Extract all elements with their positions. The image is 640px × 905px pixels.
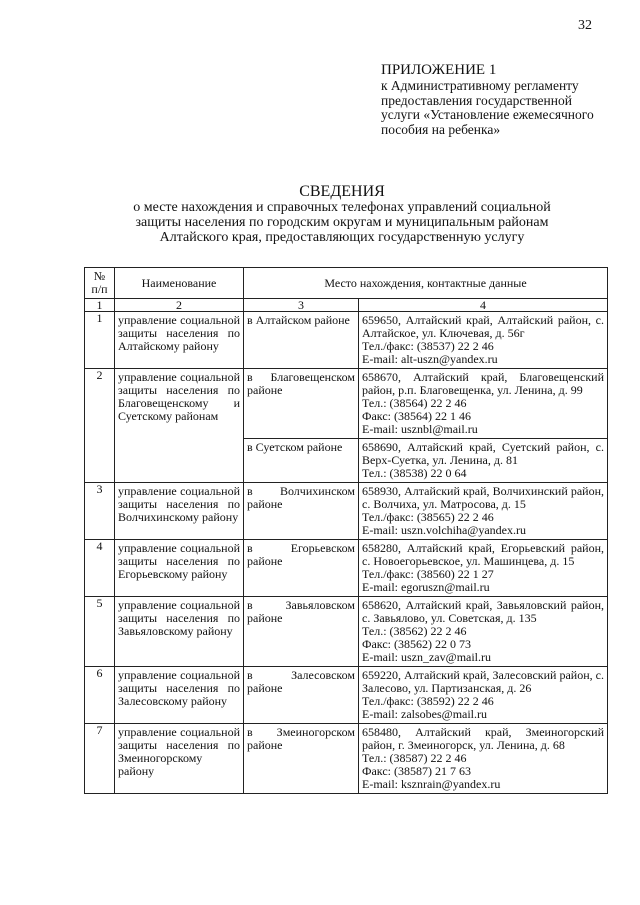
office-name: управление социальной защиты населения по Волчихинскому району (115, 483, 244, 540)
row-number: 6 (85, 667, 115, 724)
table-row (85, 369, 608, 439)
table-row (85, 483, 608, 540)
office-contact: 658280, Алтайский край, Егорьевский район, с. Новоегорьевское, ул. Машинцева, д. 15 Тел./факс: (38560) 22 1 27 E-mail: egoruszn@mail.ru (359, 540, 608, 597)
office-district: в Суетском районе (244, 439, 359, 483)
row-number: 7 (85, 724, 115, 794)
office-contact: 658620, Алтайский край, Завьяловский район, с. Завьялово, ул. Советская, д. 135 Тел.: (38562) 22 2 46 Факс: (38562) 22 0 73 E-mail: uszn_zav@mail.ru (359, 597, 608, 667)
row-number: 3 (85, 483, 115, 540)
appendix-title: ПРИЛОЖЕНИЕ 1 (381, 62, 497, 78)
office-contact: 658480, Алтайский край, Змеиногорский район, г. Змеиногорск, ул. Ленина, д. 68 Тел.: (38587) 22 2 46 Факс: (38587) 21 7 63 E-mail: ksznrain@yandex.ru (359, 724, 608, 794)
office-name: управление социальной защиты населения по Егорьевскому району (115, 540, 244, 597)
page-number: 32 (578, 18, 592, 33)
table-row (85, 312, 608, 369)
column-number: 4 (359, 299, 608, 312)
appendix-block (381, 62, 605, 137)
office-name: управление социальной защиты населения по Залесовскому району (115, 667, 244, 724)
office-district: в Змеиногорском районе (244, 724, 359, 794)
office-name: управление социальной защиты населения по Змеиногорскому району (115, 724, 244, 794)
appendix-text: к Административному регламенту предоставления государственной услуги «Установление ежемесячного пособия на ребенка» (381, 78, 594, 137)
office-district: в Залесовском районе (244, 667, 359, 724)
office-contact: 659650, Алтайский край, Алтайский район, с. Алтайское, ул. Ключевая, д. 56г Тел./факс: (38537) 22 2 46 E-mail: alt-uszn@yandex.ru (359, 312, 608, 369)
office-contact: 658690, Алтайский край, Суетский район, с. Верх-Суетка, ул. Ленина, д. 81 Тел.: (38538) 22 0 64 (359, 439, 608, 483)
offices-table (84, 267, 608, 794)
header-name: Наименование (115, 268, 244, 299)
column-number-row (85, 299, 608, 312)
column-number: 1 (85, 299, 115, 312)
office-contact: 658670, Алтайский край, Благовещенский район, р.п. Благовещенка, ул. Ленина, д. 99 Тел.: (38564) 22 2 46 Факс: (38564) 22 1 46 E-mail: usznbl@mail.ru (359, 369, 608, 439)
row-number: 1 (85, 312, 115, 369)
column-number: 3 (244, 299, 359, 312)
office-name: управление социальной защиты населения по Благовещенскому и Суетскому районам (115, 369, 244, 483)
table-row (85, 597, 608, 667)
header-number: № п/п (85, 268, 115, 299)
row-number: 5 (85, 597, 115, 667)
row-number: 4 (85, 540, 115, 597)
heading-block (112, 183, 572, 245)
office-district: в Волчихинском районе (244, 483, 359, 540)
office-district: в Егорьевском районе (244, 540, 359, 597)
office-contact: 659220, Алтайский край, Залесовский район, с. Залесово, ул. Партизанская, д. 26 Тел./факс: (38592) 22 2 46 E-mail: zalsobes@mail.ru (359, 667, 608, 724)
office-district: в Завьяловском районе (244, 597, 359, 667)
header-location: Место нахождения, контактные данные (244, 268, 608, 299)
table-body (85, 312, 608, 794)
row-number: 2 (85, 369, 115, 483)
document-subtitle: о месте нахождения и справочных телефонах управлений социальной защиты населения по городским округам и муниципальным районам Алтайского края, предоставляющих государственную услугу (133, 200, 551, 245)
table-row (85, 540, 608, 597)
office-district: в Алтайском районе (244, 312, 359, 369)
office-contact: 658930, Алтайский край, Волчихинский район, с. Волчиха, ул. Матросова, д. 15 Тел./факс: (38565) 22 2 46 E-mail: uszn.volchiha@yandex.ru (359, 483, 608, 540)
document-title: СВЕДЕНИЯ (299, 183, 385, 200)
table-row (85, 667, 608, 724)
office-name: управление социальной защиты населения по Алтайскому району (115, 312, 244, 369)
office-district: в Благовещенском районе (244, 369, 359, 439)
column-number: 2 (115, 299, 244, 312)
table-row (85, 724, 608, 794)
office-name: управление социальной защиты населения по Завьяловскому району (115, 597, 244, 667)
